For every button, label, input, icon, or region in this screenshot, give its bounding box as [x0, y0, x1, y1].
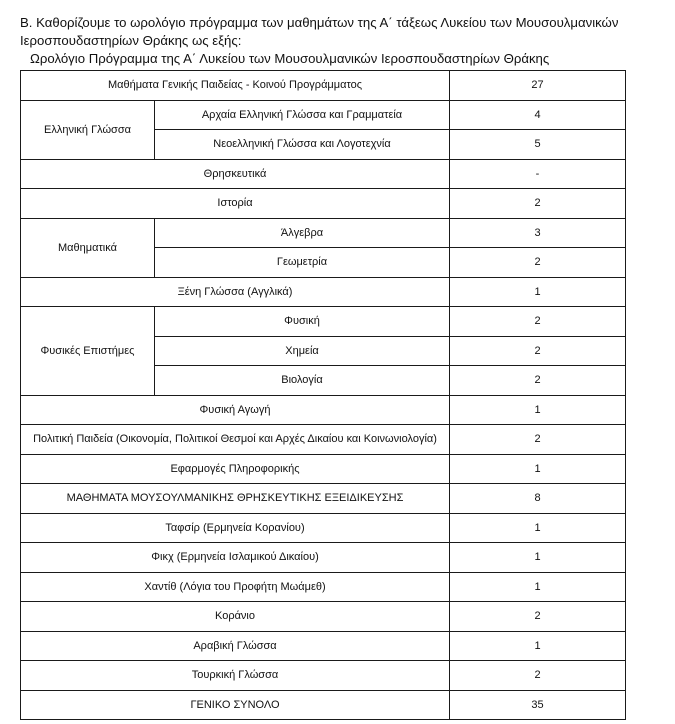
subject-cell: Φικχ (Ερμηνεία Ισλαμικού Δικαίου) — [21, 543, 450, 573]
subject-cell: ΓΕΝΙΚΟ ΣΥΝΟΛΟ — [21, 690, 450, 720]
subject-cell: Κοράνιο — [21, 602, 450, 632]
subject-cell: Χημεία — [155, 336, 450, 366]
group-cell: Φυσικές Επιστήμες — [21, 307, 155, 396]
table-row — [21, 602, 626, 632]
table-row — [21, 484, 626, 514]
table-row — [21, 631, 626, 661]
table-row — [21, 513, 626, 543]
subject-cell: Εφαρμογές Πληροφορικής — [21, 454, 450, 484]
subject-cell: Ταφσίρ (Ερμηνεία Κορανίου) — [21, 513, 450, 543]
subject-cell: Αρχαία Ελληνική Γλώσσα και Γραμματεία — [155, 100, 450, 130]
subject-cell: Θρησκευτικά — [21, 159, 450, 189]
table-row — [21, 690, 626, 720]
table-row — [21, 543, 626, 573]
subject-cell: Φυσική — [155, 307, 450, 337]
intro-paragraph: Β. Καθορίζουμε το ωρολόγιο πρόγραμμα των μαθημάτων της Α΄ τάξεως Λυκείου των Μουσουλμανικών Ιεροσπουδαστηρίων Θράκης ως εξής: — [20, 15, 619, 48]
subject-cell: Βιολογία — [155, 366, 450, 396]
group-cell: Ελληνική Γλώσσα — [21, 100, 155, 159]
subject-cell: Χαντίθ (Λόγια του Προφήτη Μωάμεθ) — [21, 572, 450, 602]
hours-cell: 1 — [450, 513, 626, 543]
hours-cell: 2 — [450, 366, 626, 396]
hours-cell: 5 — [450, 130, 626, 160]
hours-cell: 2 — [450, 248, 626, 278]
hours-cell: 2 — [450, 602, 626, 632]
subject-cell: Τουρκική Γλώσσα — [21, 661, 450, 691]
schedule-table — [20, 70, 626, 720]
hours-cell: 35 — [450, 690, 626, 720]
subject-cell: Ιστορία — [21, 189, 450, 219]
table-row — [21, 218, 626, 248]
table-row — [21, 277, 626, 307]
table-row — [21, 71, 626, 101]
hours-cell: 3 — [450, 218, 626, 248]
subject-cell: ΜΑΘΗΜΑΤΑ ΜΟΥΣΟΥΛΜΑΝΙΚΗΣ ΘΡΗΣΚΕΥΤΙΚΗΣ ΕΞΕΙΔΙΚΕΥΣΗΣ — [21, 484, 450, 514]
hours-cell: 2 — [450, 425, 626, 455]
table-row — [21, 307, 626, 337]
hours-cell: - — [450, 159, 626, 189]
table-row — [21, 425, 626, 455]
table-caption: Ωρολόγιο Πρόγραμμα της Α΄ Λυκείου των Μουσουλμανικών Ιεροσπουδαστηρίων Θράκης — [30, 51, 550, 66]
subject-cell: Νεοελληνική Γλώσσα και Λογοτεχνία — [155, 130, 450, 160]
table-row — [21, 189, 626, 219]
hours-cell: 2 — [450, 189, 626, 219]
subject-cell: Γεωμετρία — [155, 248, 450, 278]
hours-cell: 2 — [450, 336, 626, 366]
table-row — [21, 572, 626, 602]
hours-cell: 1 — [450, 572, 626, 602]
hours-cell: 1 — [450, 454, 626, 484]
subject-cell: Άλγεβρα — [155, 218, 450, 248]
table-row — [21, 395, 626, 425]
subject-cell: Πολιτική Παιδεία (Οικονομία, Πολιτικοί Θεσμοί και Αρχές Δικαίου και Κοινωνιολογία) — [21, 425, 450, 455]
table-row — [21, 159, 626, 189]
group-cell: Μαθηματικά — [21, 218, 155, 277]
hours-cell: 27 — [450, 71, 626, 101]
subject-cell: Μαθήματα Γενικής Παιδείας - Κοινού Προγράμματος — [21, 71, 450, 101]
hours-cell: 2 — [450, 307, 626, 337]
hours-cell: 1 — [450, 543, 626, 573]
table-row — [21, 454, 626, 484]
hours-cell: 8 — [450, 484, 626, 514]
hours-cell: 4 — [450, 100, 626, 130]
subject-cell: Αραβική Γλώσσα — [21, 631, 450, 661]
table-row — [21, 661, 626, 691]
table-row — [21, 100, 626, 130]
subject-cell: Φυσική Αγωγή — [21, 395, 450, 425]
hours-cell: 1 — [450, 631, 626, 661]
subject-cell: Ξένη Γλώσσα (Αγγλικά) — [21, 277, 450, 307]
hours-cell: 1 — [450, 395, 626, 425]
hours-cell: 2 — [450, 661, 626, 691]
hours-cell: 1 — [450, 277, 626, 307]
